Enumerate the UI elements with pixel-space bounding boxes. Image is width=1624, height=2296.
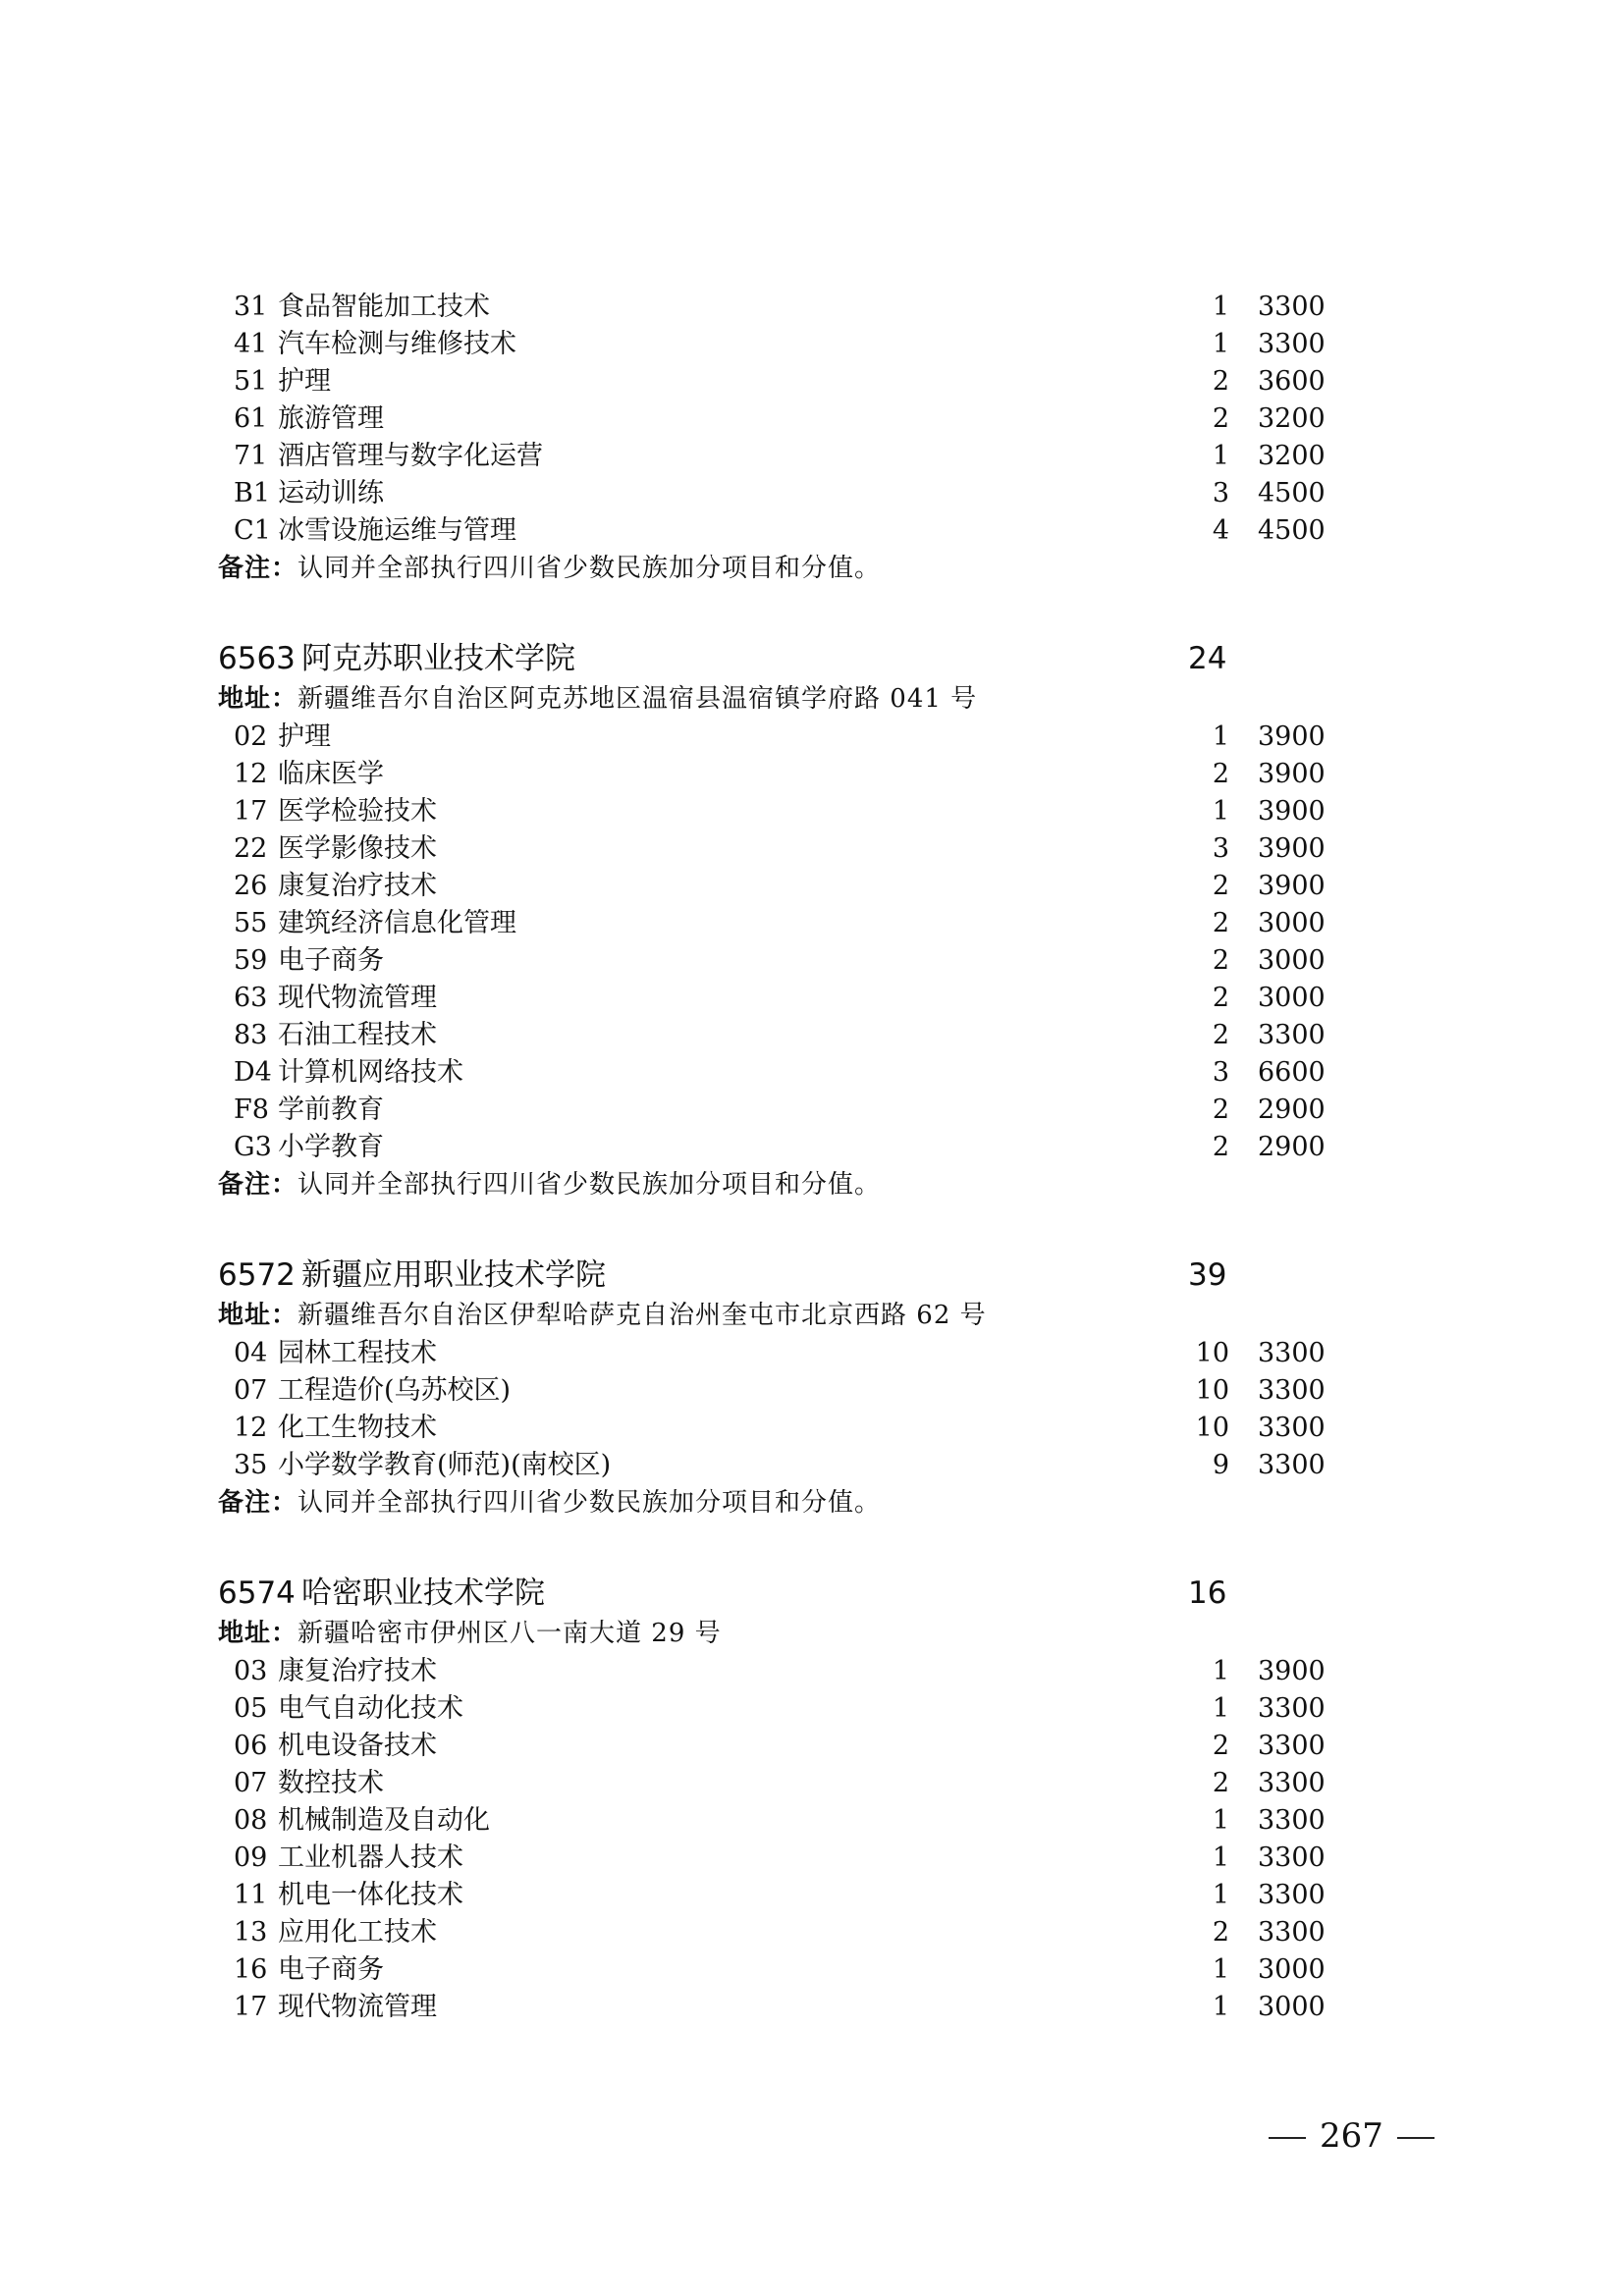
- program-row: [218, 1447, 1396, 1484]
- program-count: 2: [1212, 983, 1229, 1013]
- program-name: 小学教育: [278, 1132, 384, 1162]
- program-score: 3300: [1258, 1338, 1326, 1368]
- program-score: 3300: [1258, 292, 1326, 322]
- program-score: 4500: [1258, 515, 1326, 546]
- program-score: 3300: [1258, 1768, 1326, 1798]
- remark-text: 认同并全部执行四川省少数民族加分项目和分值。: [298, 1170, 882, 1200]
- program-name: 学前教育: [278, 1095, 384, 1125]
- program-count: 10: [1195, 1413, 1229, 1443]
- program-code: 61: [234, 403, 268, 434]
- program-row: [218, 1653, 1396, 1690]
- program-name: 化工生物技术: [278, 1413, 437, 1443]
- program-count: 2: [1212, 1768, 1229, 1798]
- program-count: 2: [1212, 403, 1229, 434]
- program-count: 10: [1195, 1338, 1229, 1368]
- remark-label: 备注：: [218, 1170, 298, 1200]
- program-count: 2: [1212, 871, 1229, 901]
- program-name: 医学影像技术: [278, 833, 437, 864]
- program-row: [218, 1840, 1396, 1877]
- program-count: 3: [1212, 478, 1229, 508]
- program-score: 3300: [1258, 1731, 1326, 1761]
- program-row: [218, 1765, 1396, 1802]
- address-text: 新疆哈密市伊州区八一南大道 29 号: [298, 1619, 722, 1648]
- program-code: C1: [234, 515, 271, 546]
- program-count: 1: [1212, 292, 1229, 322]
- institution-name: 阿克苏职业技术学院: [301, 641, 575, 676]
- program-score: 3000: [1258, 983, 1326, 1013]
- program-count: 1: [1212, 1842, 1229, 1873]
- program-row: [218, 830, 1396, 868]
- program-row: [218, 1690, 1396, 1728]
- program-code: 05: [234, 1693, 268, 1724]
- program-count: 10: [1195, 1375, 1229, 1406]
- program-name: 旅游管理: [278, 403, 384, 434]
- institution-name: 哈密职业技术学院: [301, 1575, 545, 1611]
- program-code: G3: [234, 1132, 272, 1162]
- remark-line: [218, 550, 1396, 587]
- program-score: 3000: [1258, 1954, 1326, 1985]
- program-code: 16: [234, 1954, 268, 1985]
- program-code: 41: [234, 329, 268, 359]
- page-number: [1255, 2112, 1448, 2160]
- program-score: 3300: [1258, 1020, 1326, 1050]
- program-score: 2900: [1258, 1132, 1326, 1162]
- program-score: 3300: [1258, 1805, 1326, 1836]
- program-row: [218, 400, 1396, 438]
- remark-line: [218, 1166, 1396, 1203]
- program-row: [218, 1802, 1396, 1840]
- program-count: 1: [1212, 1693, 1229, 1724]
- program-name: 石油工程技术: [278, 1020, 437, 1050]
- program-code: 71: [234, 441, 268, 471]
- program-score: 3900: [1258, 871, 1326, 901]
- program-count: 1: [1212, 1992, 1229, 2022]
- program-count: 1: [1212, 1954, 1229, 1985]
- program-row: [218, 1054, 1396, 1092]
- program-count: 3: [1212, 1057, 1229, 1088]
- program-score: 3300: [1258, 1413, 1326, 1443]
- program-code: 02: [234, 721, 268, 752]
- program-count: 1: [1212, 1880, 1229, 1910]
- program-row: [218, 363, 1396, 400]
- program-name: 酒店管理与数字化运营: [278, 441, 543, 471]
- program-count: 2: [1212, 366, 1229, 397]
- program-row: [218, 1914, 1396, 1951]
- program-row: [218, 1951, 1396, 1989]
- program-score: 3300: [1258, 329, 1326, 359]
- program-name: 临床医学: [278, 759, 384, 789]
- program-code: 17: [234, 796, 268, 827]
- program-code: 04: [234, 1338, 268, 1368]
- program-count: 4: [1212, 515, 1229, 546]
- program-code: 51: [234, 366, 268, 397]
- program-score: 3900: [1258, 1656, 1326, 1686]
- program-code: 22: [234, 833, 268, 864]
- program-name: 建筑经济信息化管理: [278, 908, 516, 938]
- remark-label: 备注：: [218, 1488, 298, 1518]
- program-count: 2: [1212, 1020, 1229, 1050]
- program-row: [218, 438, 1396, 475]
- institution-code: 6574: [218, 1575, 296, 1611]
- program-score: 3000: [1258, 1992, 1326, 2022]
- program-score: 3000: [1258, 945, 1326, 976]
- program-name: 工程造价(乌苏校区): [278, 1375, 512, 1406]
- institution-total: 16: [1188, 1575, 1227, 1611]
- program-name: 护理: [278, 366, 331, 397]
- program-row: [218, 1989, 1396, 2026]
- program-name: 现代物流管理: [278, 983, 437, 1013]
- program-row: [218, 512, 1396, 550]
- program-row: [218, 475, 1396, 512]
- program-row: [218, 980, 1396, 1017]
- institution-name: 新疆应用职业技术学院: [301, 1257, 606, 1293]
- program-code: 08: [234, 1805, 268, 1836]
- address-line: [218, 1296, 1396, 1335]
- institution-code: 6572: [218, 1257, 296, 1293]
- program-row: [218, 1092, 1396, 1129]
- program-code: F8: [234, 1095, 269, 1125]
- program-code: 55: [234, 908, 268, 938]
- program-count: 2: [1212, 1095, 1229, 1125]
- program-name: 医学检验技术: [278, 796, 437, 827]
- program-score: 3900: [1258, 721, 1326, 752]
- institution-header: [218, 1255, 1396, 1296]
- institution-total: 24: [1188, 641, 1227, 676]
- program-code: 59: [234, 945, 268, 976]
- program-count: 2: [1212, 945, 1229, 976]
- program-row: [218, 326, 1396, 363]
- program-code: 12: [234, 1413, 268, 1443]
- program-name: 应用化工技术: [278, 1917, 437, 1948]
- program-name: 现代物流管理: [278, 1992, 437, 2022]
- program-code: 03: [234, 1656, 268, 1686]
- program-name: 机电设备技术: [278, 1731, 437, 1761]
- remark-label: 备注：: [218, 554, 298, 583]
- page-number-dash: [1269, 2137, 1306, 2139]
- program-score: 3300: [1258, 1880, 1326, 1910]
- program-name: 康复治疗技术: [278, 1656, 437, 1686]
- program-name: 机电一体化技术: [278, 1880, 463, 1910]
- program-code: 06: [234, 1731, 268, 1761]
- program-score: 2900: [1258, 1095, 1326, 1125]
- program-row: [218, 905, 1396, 942]
- institution-total: 39: [1188, 1257, 1227, 1293]
- program-score: 3300: [1258, 1375, 1326, 1406]
- program-code: 31: [234, 292, 268, 322]
- program-name: 电子商务: [278, 945, 384, 976]
- program-name: 数控技术: [278, 1768, 384, 1798]
- program-code: 83: [234, 1020, 268, 1050]
- program-code: 26: [234, 871, 268, 901]
- program-count: 1: [1212, 441, 1229, 471]
- document-body: [218, 289, 1396, 2026]
- program-score: 3300: [1258, 1693, 1326, 1724]
- remark-text: 认同并全部执行四川省少数民族加分项目和分值。: [298, 554, 882, 583]
- page-number-text: 267: [1320, 2116, 1383, 2156]
- program-code: 13: [234, 1917, 268, 1948]
- program-name: 食品智能加工技术: [278, 292, 490, 322]
- institution-header: [218, 638, 1396, 679]
- program-count: 2: [1212, 908, 1229, 938]
- program-row: [218, 942, 1396, 980]
- program-code: 07: [234, 1768, 268, 1798]
- program-count: 2: [1212, 1731, 1229, 1761]
- program-name: 冰雪设施运维与管理: [278, 515, 516, 546]
- program-code: 12: [234, 759, 268, 789]
- address-text: 新疆维吾尔自治区阿克苏地区温宿县温宿镇学府路 041 号: [298, 684, 978, 714]
- page-number-dash: [1397, 2137, 1435, 2139]
- program-score: 3200: [1258, 441, 1326, 471]
- program-row: [218, 868, 1396, 905]
- program-count: 1: [1212, 1656, 1229, 1686]
- program-name: 电气自动化技术: [278, 1693, 463, 1724]
- program-code: 63: [234, 983, 268, 1013]
- program-row: [218, 719, 1396, 756]
- program-score: 3600: [1258, 366, 1326, 397]
- program-score: 3900: [1258, 796, 1326, 827]
- program-name: 汽车检测与维修技术: [278, 329, 516, 359]
- program-row: [218, 1129, 1396, 1166]
- program-score: 3300: [1258, 1842, 1326, 1873]
- program-row: [218, 289, 1396, 326]
- program-score: 3900: [1258, 759, 1326, 789]
- program-row: [218, 1335, 1396, 1372]
- program-name: 电子商务: [278, 1954, 384, 1985]
- program-name: 计算机网络技术: [278, 1057, 463, 1088]
- remark-line: [218, 1484, 1396, 1522]
- program-code: 07: [234, 1375, 268, 1406]
- program-row: [218, 1017, 1396, 1054]
- remark-text: 认同并全部执行四川省少数民族加分项目和分值。: [298, 1488, 882, 1518]
- program-code: 09: [234, 1842, 268, 1873]
- program-count: 3: [1212, 833, 1229, 864]
- program-count: 1: [1212, 796, 1229, 827]
- institution-code: 6563: [218, 641, 296, 676]
- program-row: [218, 793, 1396, 830]
- program-count: 1: [1212, 329, 1229, 359]
- address-text: 新疆维吾尔自治区伊犁哈萨克自治州奎屯市北京西路 62 号: [298, 1301, 987, 1330]
- address-line: [218, 1614, 1396, 1653]
- address-label: 地址：: [218, 684, 298, 714]
- program-name: 工业机器人技术: [278, 1842, 463, 1873]
- program-count: 2: [1212, 1917, 1229, 1948]
- program-score: 3300: [1258, 1450, 1326, 1480]
- address-line: [218, 679, 1396, 719]
- program-score: 4500: [1258, 478, 1326, 508]
- program-score: 3900: [1258, 833, 1326, 864]
- program-count: 1: [1212, 721, 1229, 752]
- program-code: 11: [234, 1880, 268, 1910]
- program-name: 康复治疗技术: [278, 871, 437, 901]
- address-label: 地址：: [218, 1619, 298, 1648]
- institution-header: [218, 1573, 1396, 1614]
- program-name: 园林工程技术: [278, 1338, 437, 1368]
- program-name: 小学数学教育(师范)(南校区): [278, 1450, 612, 1480]
- program-count: 2: [1212, 1132, 1229, 1162]
- address-label: 地址：: [218, 1301, 298, 1330]
- program-row: [218, 1372, 1396, 1410]
- program-code: D4: [234, 1057, 272, 1088]
- program-score: 3200: [1258, 403, 1326, 434]
- program-score: 6600: [1258, 1057, 1326, 1088]
- program-name: 护理: [278, 721, 331, 752]
- program-code: 35: [234, 1450, 268, 1480]
- program-score: 3000: [1258, 908, 1326, 938]
- program-count: 2: [1212, 759, 1229, 789]
- program-row: [218, 1728, 1396, 1765]
- program-row: [218, 1410, 1396, 1447]
- program-row: [218, 756, 1396, 793]
- program-row: [218, 1877, 1396, 1914]
- program-name: 运动训练: [278, 478, 384, 508]
- program-count: 1: [1212, 1805, 1229, 1836]
- program-code: 17: [234, 1992, 268, 2022]
- program-code: B1: [234, 478, 271, 508]
- program-score: 3300: [1258, 1917, 1326, 1948]
- program-count: 9: [1212, 1450, 1229, 1480]
- program-name: 机械制造及自动化: [278, 1805, 490, 1836]
